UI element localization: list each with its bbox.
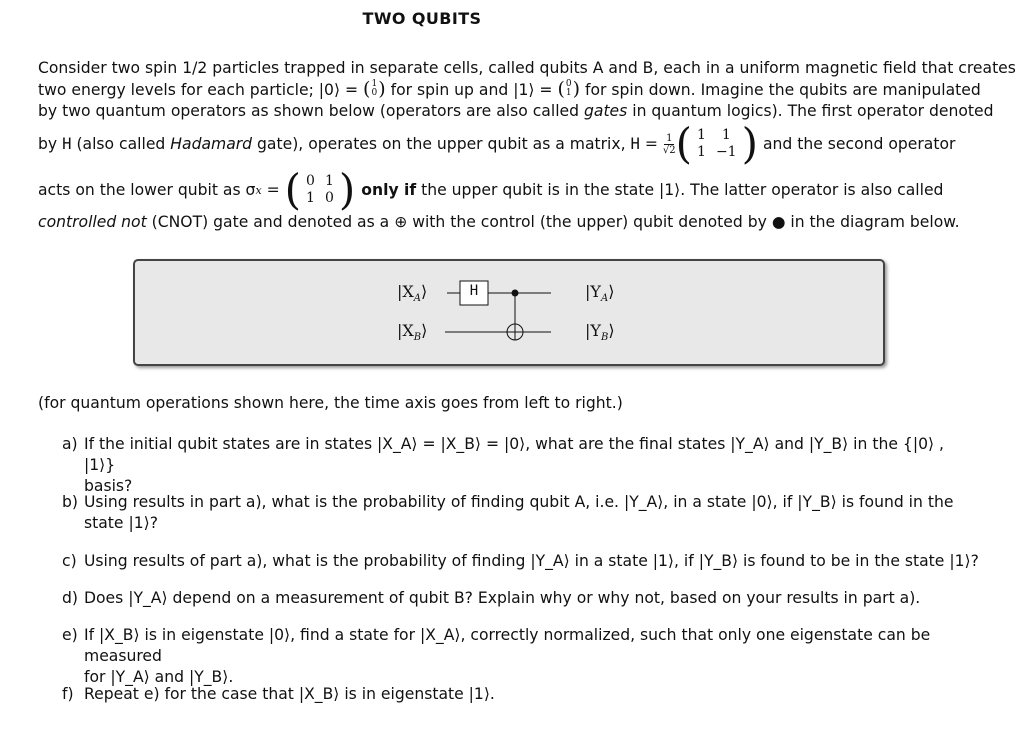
intro-text: by two quantum operators as shown below (operators are also called xyxy=(38,102,584,120)
question-label: b) xyxy=(62,493,78,511)
intro-line-1 xyxy=(38,59,1016,77)
input-label-b xyxy=(397,321,427,343)
question-b xyxy=(62,492,980,534)
intro-text: acts on the lower qubit as σ xyxy=(38,181,256,199)
question-text: Does |Y_A⟩ depend on a measurement of qubit B? Explain why or why not, based on your results in part a). xyxy=(84,589,921,607)
circuit-wires xyxy=(135,261,883,364)
intro-line-4 xyxy=(38,119,980,168)
question-text: basis? xyxy=(84,477,133,495)
intro-text: two energy levels for each particle; |0⟩ = xyxy=(38,81,364,99)
question-e xyxy=(62,625,980,688)
matrix-entry: 0 xyxy=(324,190,334,206)
fraction-denominator: √2 xyxy=(662,144,676,156)
page-title: TWO QUBITS xyxy=(362,9,482,28)
matrix-entry: 0 xyxy=(306,173,315,189)
vector-entry: 0 xyxy=(565,79,572,89)
sigma-subscript: x xyxy=(255,183,262,197)
question-label: e) xyxy=(62,626,78,644)
ket-zero-vector: ( 1 0 ) xyxy=(363,78,386,100)
intro-text: (also called xyxy=(71,135,171,153)
ket-close: ⟩ xyxy=(608,321,615,340)
ket-subscript: A xyxy=(600,293,609,305)
question-text: If the initial qubit states are in states |X_A⟩ = |X_B⟩ = |0⟩, what are the final states |Y_A⟩ and |Y_B⟩ in the {|0⟩ , |1⟩} xyxy=(84,435,944,474)
intro-text: the upper qubit is in the state |1⟩. The latter operator is also called xyxy=(416,181,944,199)
intro-text: and the second operator xyxy=(757,135,956,153)
emphasis-gates: gates xyxy=(583,102,628,120)
operator-symbol: H xyxy=(630,135,640,153)
ket-text: |X xyxy=(397,321,414,340)
intro-text: for spin up and |1⟩ = xyxy=(385,81,558,99)
question-text: Using results of part a), what is the probability of finding |Y_A⟩ in a state |1⟩, if |Y_B⟩ is found to be in the state |1⟩? xyxy=(84,552,979,570)
intro-text: for spin down. Imagine the qubits are manipulated xyxy=(580,81,981,99)
question-text: Repeat e) for the case that |X_B⟩ is in eigenstate |1⟩. xyxy=(84,685,495,703)
question-d xyxy=(62,588,980,609)
output-label-b xyxy=(585,321,615,343)
sigma-x-matrix: ( 0 1 1 0 ) xyxy=(284,165,356,214)
circuit-diagram xyxy=(133,259,885,366)
ket-subscript: B xyxy=(600,332,609,344)
ket-close: ⟩ xyxy=(608,282,615,301)
question-text: state |1⟩? xyxy=(84,514,158,532)
output-label-a xyxy=(585,282,614,304)
ket-one-vector: ( 0 1 ) xyxy=(557,78,581,100)
time-axis-note: (for quantum operations shown here, the time axis goes from left to right.) xyxy=(38,394,623,412)
matrix-entry: 1 xyxy=(697,127,706,143)
question-text: Using results in part a), what is the probability of finding qubit A, i.e. |Y_A⟩, in a state |0⟩, if |Y_B⟩ is found in the xyxy=(84,493,954,511)
question-label: f) xyxy=(62,685,74,703)
intro-text: in quantum logics). The first operator denoted xyxy=(627,102,994,120)
matrix-entry: 1 xyxy=(306,190,315,206)
hadamard-matrix: ( 1 1 1 −1 ) xyxy=(675,119,758,168)
ket-text: |Y xyxy=(585,321,601,340)
intro-line-2 xyxy=(38,78,980,100)
hadamard-gate-label: H xyxy=(469,283,479,299)
question-a xyxy=(62,434,980,497)
emphasis-hadamard: Hadamard xyxy=(170,135,253,153)
intro-line-6 xyxy=(38,213,980,231)
ket-subscript: A xyxy=(413,293,422,305)
vector-entry: 1 xyxy=(371,79,378,89)
ket-text: |X xyxy=(397,282,414,301)
ket-subscript: B xyxy=(413,332,422,344)
matrix-entry: 1 xyxy=(324,173,334,189)
input-label-a xyxy=(397,282,427,304)
ket-close: ⟩ xyxy=(421,282,428,301)
question-c xyxy=(62,551,980,572)
emphasis-controlled-not: controlled not xyxy=(38,213,147,231)
intro-line-5 xyxy=(38,165,980,214)
equals-sign: = xyxy=(261,181,285,199)
question-label: c) xyxy=(62,552,77,570)
question-text: If |X_B⟩ is in eigenstate |0⟩, find a state for |X_A⟩, correctly normalized, such that only one eigenstate can be measured xyxy=(84,626,931,665)
ket-text: |Y xyxy=(585,282,601,301)
emphasis-only-if: only if xyxy=(361,181,417,199)
intro-line-3 xyxy=(38,102,994,120)
intro-text: by xyxy=(38,135,63,153)
hadamard-prefactor xyxy=(663,133,676,156)
vector-entry: 0 xyxy=(371,88,378,98)
intro-text: gate), operates on the upper qubit as a matrix, xyxy=(252,135,631,153)
ket-close: ⟩ xyxy=(421,321,428,340)
matrix-entry: −1 xyxy=(715,144,737,160)
fraction-numerator: 1 xyxy=(666,132,673,144)
intro-text: (CNOT) gate and denoted as a ⊕ with the control (the upper) qubit denoted by ● in the diagram below. xyxy=(146,213,960,231)
vector-entry: 1 xyxy=(565,88,572,98)
question-text: for |Y_A⟩ and |Y_B⟩. xyxy=(84,668,234,686)
question-label: a) xyxy=(62,435,78,453)
intro-text: Consider two spin 1/2 particles trapped in separate cells, called qubits A and B, each in a uniform magnetic field that creates xyxy=(38,59,1016,77)
equals-sign: = xyxy=(639,135,663,153)
question-label: d) xyxy=(62,589,78,607)
matrix-entry: 1 xyxy=(697,144,706,160)
question-f xyxy=(62,684,980,705)
operator-symbol: H xyxy=(62,135,72,153)
matrix-entry: 1 xyxy=(721,127,731,143)
